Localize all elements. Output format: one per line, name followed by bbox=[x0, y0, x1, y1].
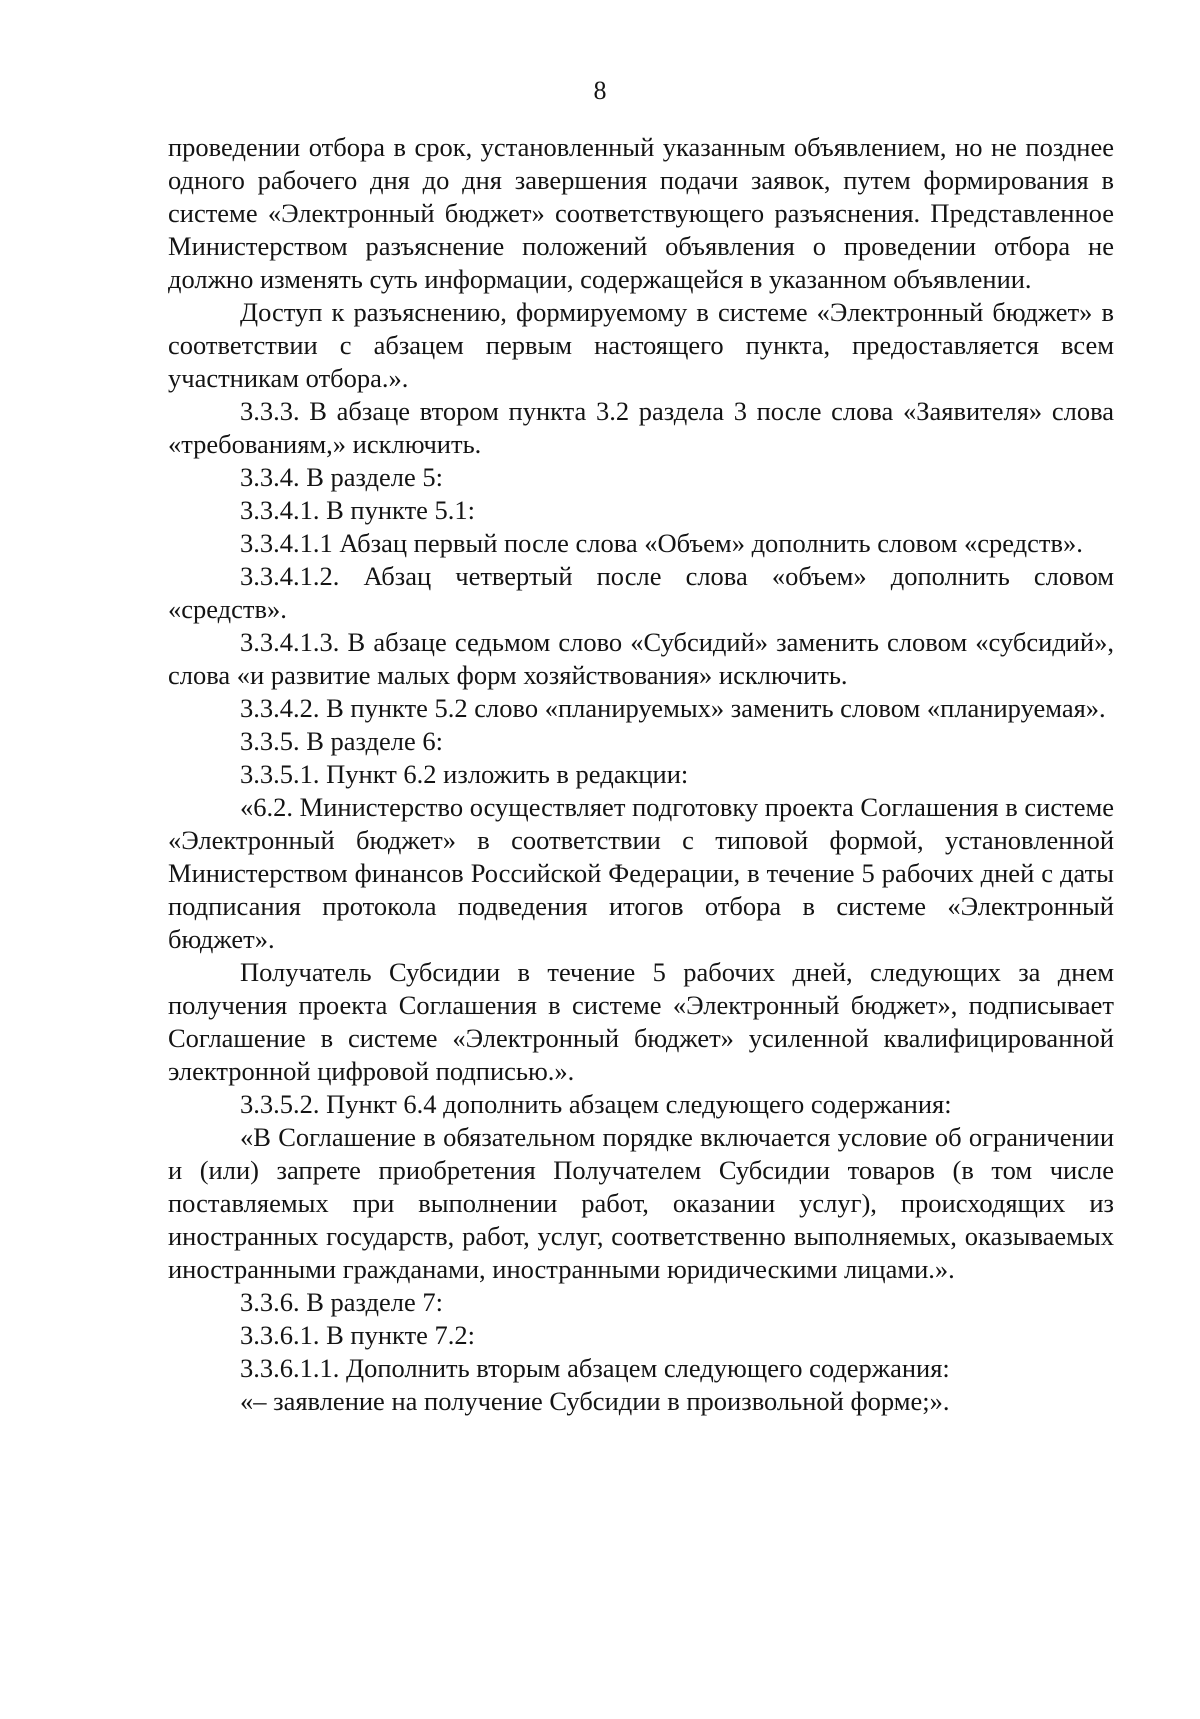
document-body bbox=[168, 131, 1114, 1418]
paragraph-clarification-access: Доступ к разъяснению, формируемому в системе «Электронный бюджет» в соответствии с абзацем первым настоящего пункта, предоставляется всем участникам отбора.». bbox=[168, 297, 1114, 393]
paragraph-6-4-quote: «В Соглашение в обязательном порядке включается условие об ограничении и (или) запрете приобретения Получателем Субсидии товаров (в том числе поставляемых при выполнении работ, оказании услуг), происходящих из иностранных государств, работ, услуг, соответственно выполняемых, оказываемых иностранными гражданами, иностранными юридическими лицами.». bbox=[168, 1122, 1114, 1284]
paragraph-3-3-4-1-1: 3.3.4.1.1 Абзац первый после слова «Объем» дополнить словом «средств». bbox=[240, 528, 1083, 558]
paragraph-3-3-6-1-1: 3.3.6.1.1. Дополнить вторым абзацем следующего содержания: bbox=[240, 1353, 950, 1383]
paragraph-3-3-4: 3.3.4. В разделе 5: bbox=[240, 462, 444, 492]
paragraph-3-3-5-2: 3.3.5.2. Пункт 6.4 дополнить абзацем следующего содержания: bbox=[240, 1089, 952, 1119]
paragraph-clarification-continuation: проведении отбора в срок, установленный указанным объявлением, но не позднее одного рабочего дня до дня завершения подачи заявок, путем формирования в системе «Электронный бюджет» соответствующего разъяснения. Представленное Министерством разъяснение положений объявления о проведении отбора не должно изменять суть информации, содержащейся в указанном объявлении. bbox=[168, 132, 1114, 294]
paragraph-3-3-3: 3.3.3. В абзаце втором пункта 3.2 раздела 3 после слова «Заявителя» слова «требованиям,» исключить. bbox=[168, 396, 1114, 459]
paragraph-3-3-6: 3.3.6. В разделе 7: bbox=[240, 1287, 444, 1317]
paragraph-3-3-4-1-2: 3.3.4.1.2. Абзац четвертый после слова «объем» дополнить словом «средств». bbox=[168, 561, 1114, 624]
paragraph-3-3-5: 3.3.5. В разделе 6: bbox=[240, 726, 444, 756]
paragraph-3-3-5-1: 3.3.5.1. Пункт 6.2 изложить в редакции: bbox=[240, 759, 689, 789]
paragraph-3-3-4-2: 3.3.4.2. В пункте 5.2 слово «планируемых» заменить словом «планируемая». bbox=[240, 693, 1106, 723]
paragraph-3-3-4-1: 3.3.4.1. В пункте 5.1: bbox=[240, 495, 476, 525]
paragraph-3-3-6-1: 3.3.6.1. В пункте 7.2: bbox=[240, 1320, 476, 1350]
paragraph-3-3-4-1-3: 3.3.4.1.3. В абзаце седьмом слово «Субсидий» заменить словом «субсидий», слова «и развитие малых форм хозяйствования» исключить. bbox=[168, 627, 1114, 690]
paragraph-7-2-quote: «– заявление на получение Субсидии в произвольной форме;». bbox=[240, 1386, 950, 1416]
paragraph-6-2-recipient: Получатель Субсидии в течение 5 рабочих дней, следующих за днем получения проекта Соглашения в системе «Электронный бюджет», подписывает Соглашение в системе «Электронный бюджет» усиленной квалифицированной электронной цифровой подписью.». bbox=[168, 957, 1114, 1086]
page-number: 8 bbox=[593, 76, 607, 105]
paragraph-6-2-quote: «6.2. Министерство осуществляет подготовку проекта Соглашения в системе «Электронный бюджет» в соответствии с типовой формой, установленной Министерством финансов Российской Федерации, в течение 5 рабочих дней с даты подписания протокола подведения итогов отбора в системе «Электронный бюджет». bbox=[168, 792, 1114, 954]
